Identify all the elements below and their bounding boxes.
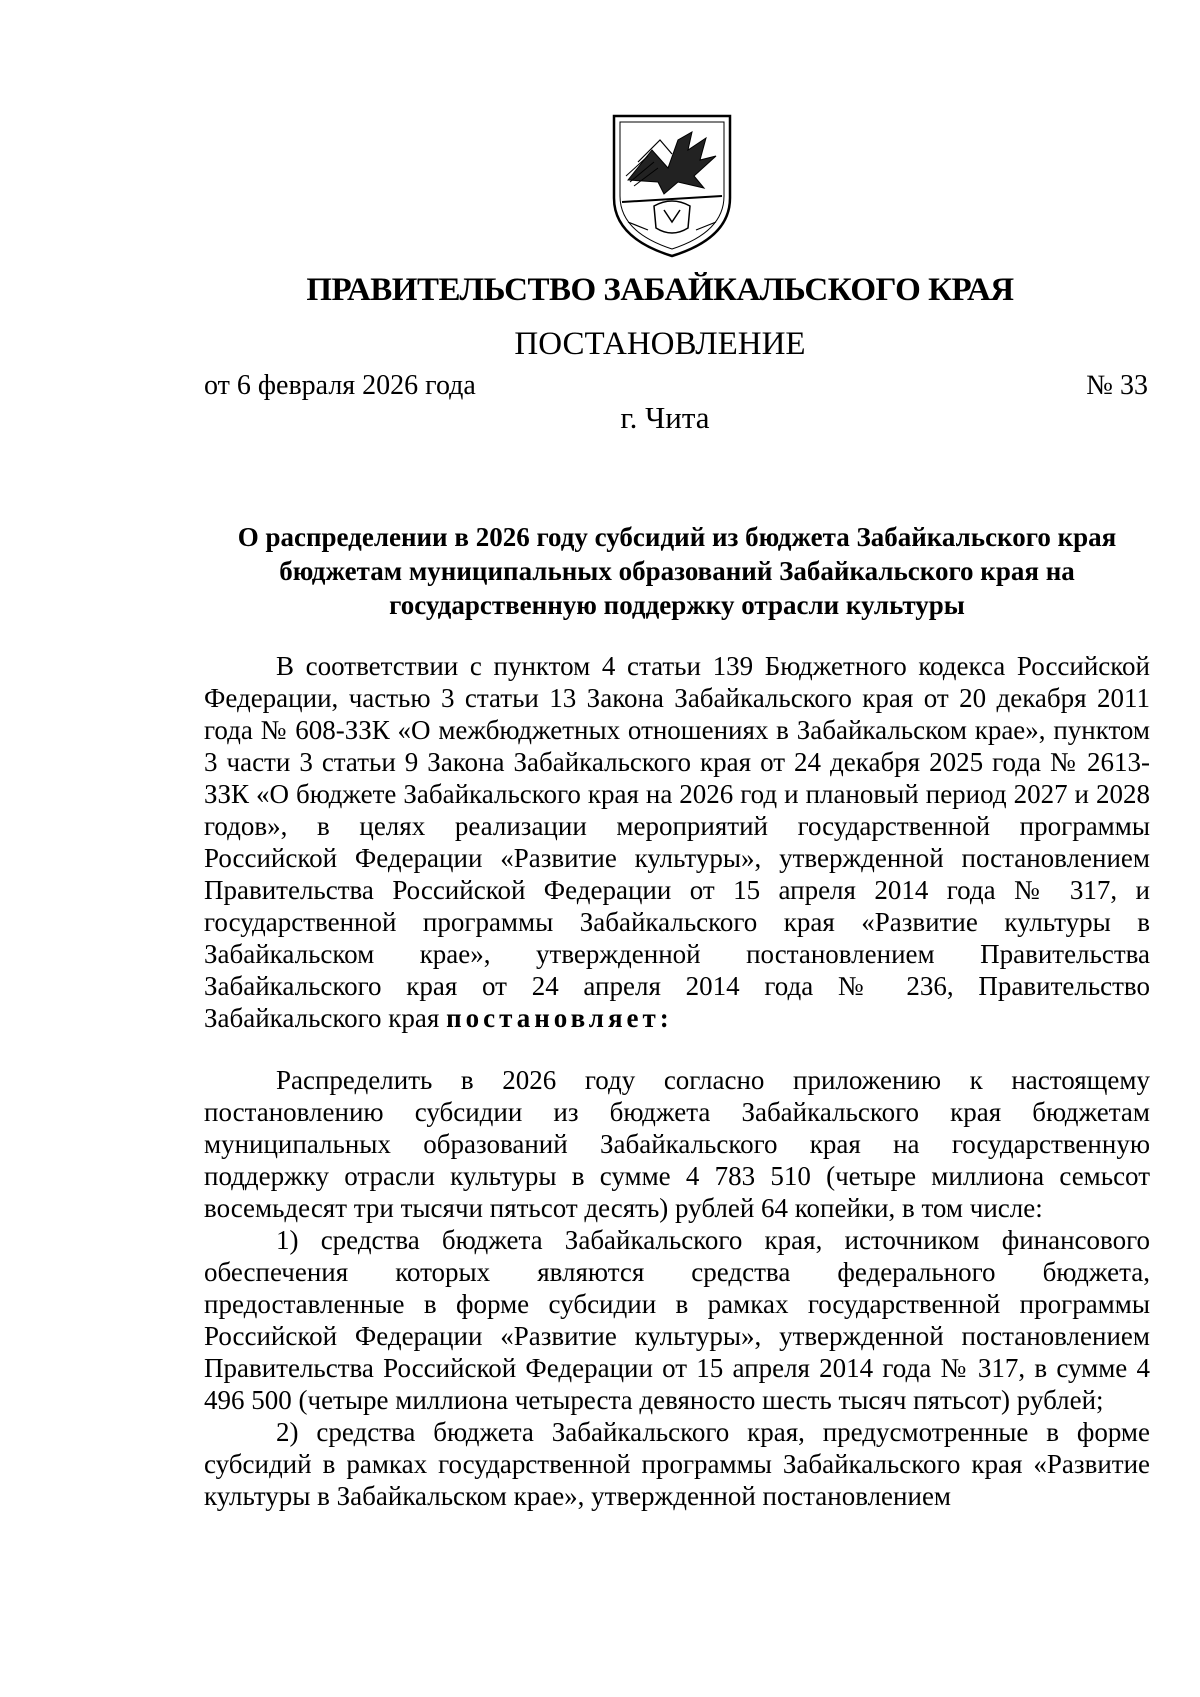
preamble-text: В соответствии с пунктом 4 статьи 139 Бюджетного кодекса Российской Федерации, частью 3 статьи 13 Закона Забайкальского края от 20 декабря 2011 года № 608-ЗЗК «О межбюджетных отношениях в Забайкальском крае», пунктом 3 части 3 статьи 9 Закона Забайкальского края от 24 декабря 2025 года № 2613-ЗЗК «О бюджете Забайкальского края на 2026 год и плановый период 2027 и 2028 годов», в целях реализации мероприятий государственной программы Российской Федерации «Развитие культуры», утвержденной постановлением Правительства Российской Федерации от 15 апреля 2014 года № 317, и государственной программы Забайкальского края «Развитие культуры в Забайкальском крае», утвержденной постановлением Правительства Забайкальского края от 24 апреля 2014 года № 236, Правительство Забайкальского края xyxy=(204,651,1150,1033)
document-date: от 6 февраля 2026 года xyxy=(204,370,476,401)
body-paragraph-1: Распределить в 2026 году согласно приложению к настоящему постановлению субсидии из бюджета Забайкальского края бюджетам муниципальных образований Забайкальского края на государственную поддержку отрасли культуры в сумме 4 783 510 (четыре миллиона семьсот восемьдесят три тысячи пятьсот десять) рублей 64 копейки, в том числе: xyxy=(204,1065,1150,1223)
document-kind: ПОСТАНОВЛЕНИЕ xyxy=(514,326,806,362)
document-city: г. Чита xyxy=(620,400,710,435)
government-name: ПРАВИТЕЛЬСТВО ЗАБАЙКАЛЬСКОГО КРАЯ xyxy=(306,272,1014,308)
document-number: № 33 xyxy=(1086,370,1148,401)
body-paragraph-3: 2) средства бюджета Забайкальского края, предусмотренные в форме субсидий в рамках государственной программы Забайкальского края «Развитие культуры в Забайкальском крае», утвержденной постановлением xyxy=(204,1417,1150,1511)
decree-word: постановляет: xyxy=(446,1003,673,1033)
document-title: О распределении в 2026 году субсидий из бюджета Забайкальского края бюджетам муниципальных образований Забайкальского края на государственную поддержку отрасли культуры xyxy=(237,522,1117,620)
document-body xyxy=(204,650,1150,1512)
body-paragraph-2: 1) средства бюджета Забайкальского края, источником финансового обеспечения которых являются средства федерального бюджета, предоставленные в форме субсидии в рамках государственной программы Российской Федерации «Развитие культуры», утвержденной постановлением Правительства Российской Федерации от 15 апреля 2014 года № 317, в сумме 4 496 500 (четыре миллиона четыреста девяносто шесть тысяч пятьсот) рублей; xyxy=(204,1225,1150,1415)
preamble-paragraph xyxy=(204,650,1150,1034)
coat-of-arms-icon xyxy=(608,110,736,260)
